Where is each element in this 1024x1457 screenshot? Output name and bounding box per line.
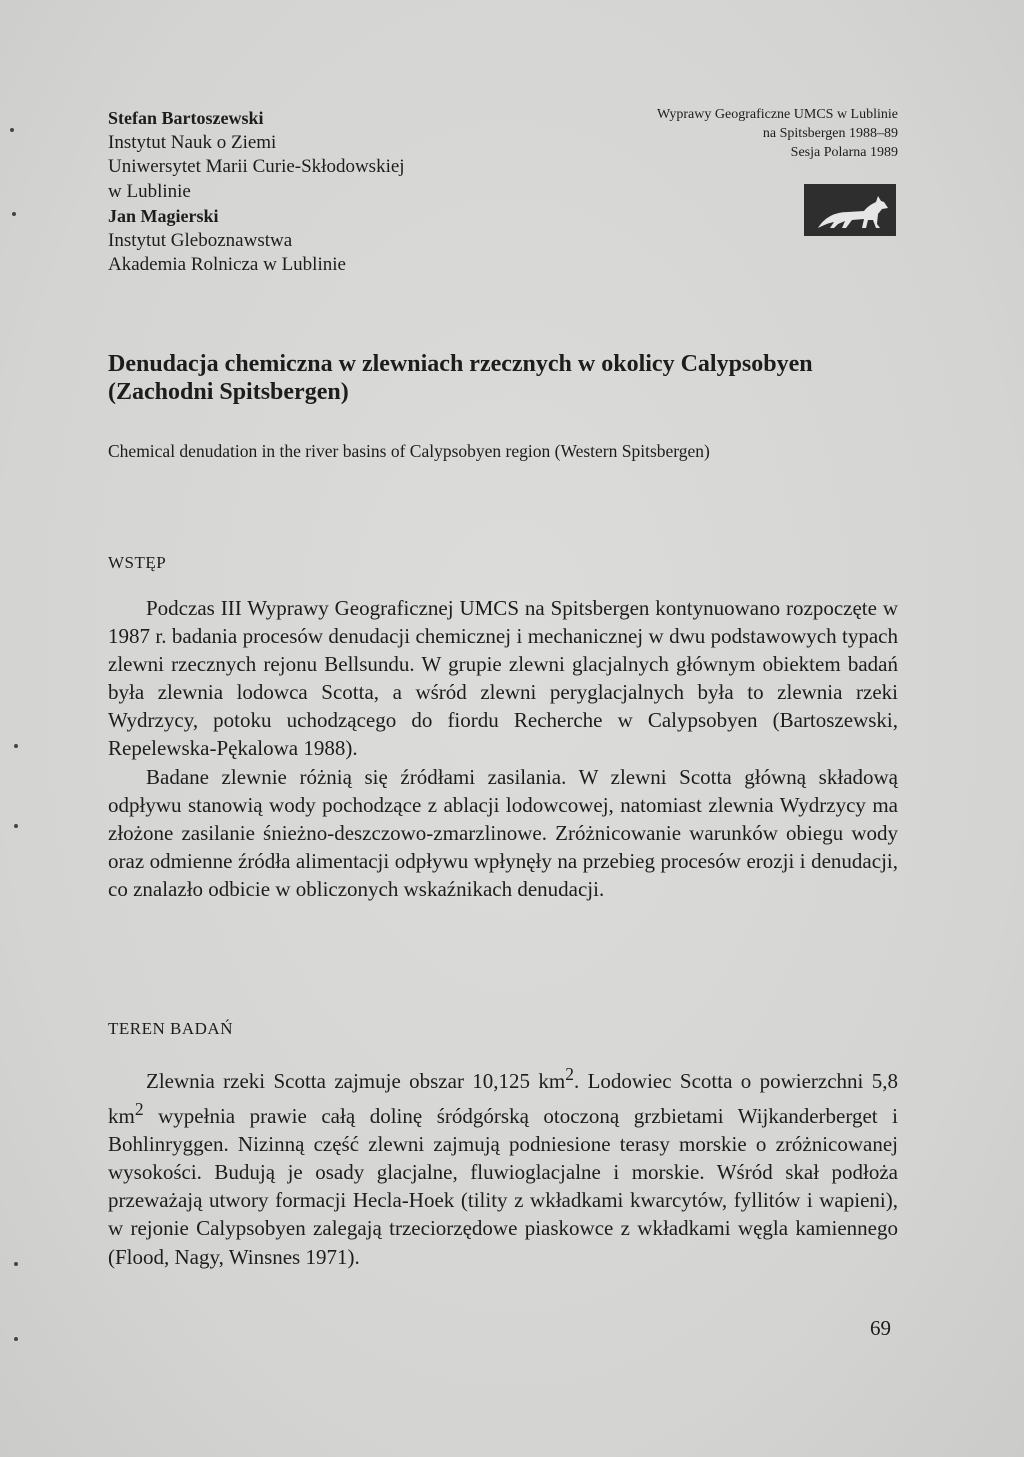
scan-speck	[12, 212, 16, 216]
series-line: na Spitsbergen 1988–89	[762, 126, 898, 141]
series-line: Wyprawy Geograficzne UMCS w Lublinie	[657, 107, 898, 122]
section-heading-intro: WSTĘP	[108, 553, 167, 572]
series-line: Sesja Polarna 1989	[790, 145, 898, 160]
section-study-area-body	[108, 1060, 898, 1271]
superscript: 2	[134, 1099, 144, 1120]
author2-affiliation-line: Akademia Rolnicza w Lublinie	[108, 254, 346, 275]
scan-speck	[14, 1262, 18, 1266]
author1-name: Stefan Bartoszewski	[108, 108, 264, 128]
page-number: 69	[870, 1316, 891, 1340]
article-subtitle-english: Chemical denudation in the river basins of Calypsobyen region (Western Spitsbergen)	[108, 441, 710, 461]
author2-name: Jan Magierski	[108, 206, 219, 226]
author2-affiliation-line: Instytut Gleboznawstwa	[108, 229, 293, 251]
series-info	[538, 105, 898, 162]
author1-affiliation-line: w Lublinie	[108, 180, 191, 202]
paragraph: Badane zlewnie różnią się źródłami zasilania. W zlewni Scotta główną składową odpływu stanowią wody pochodzące z ablacji lodowcowej, natomiast zlewnia Wydrzycy ma złożone zasilanie śnieżno-deszczowo-zmarzlinowe. Zróżnicowanie warunków obiegu wody oraz odmienne źródła alimentacji odpływu wpłynęły na przebieg procesów erozji i denudacji, co znalazło odbicie w obliczonych wskaźnikach denudacji.	[108, 764, 898, 901]
scan-speck	[10, 128, 14, 132]
paragraph	[108, 1060, 898, 1271]
author1-affiliation-line: Uniwersytet Marii Curie-Skłodowskiej	[108, 156, 405, 177]
author1-affiliation-line: Instytut Nauk o Ziemi	[108, 131, 277, 153]
paragraph-text: wypełnia prawie całą dolinę śródgórską otoczoną grzbietami Wijkanderberget i Bohlinryggen. Nizinną część zlewni zajmują podniesione terasy morskie o zróżnicowanej wysokości. Budują je osady glacjalne, fluwioglacjalne i morskie. Wśród skał podłoża przeważają utwory formacji Hecla-Hoek (tility z wkładkami kwarcytów, fyllitów i wapieni), w rejonie Calypsobyen zalegają trzeciorzędowe piaskowce z wkładkami węgla kamiennego (Flood, Nagy, Winsnes 1971).	[108, 1104, 898, 1269]
paragraph: Podczas III Wyprawy Geograficznej UMCS na Spitsbergen kontynuowano rozpoczęte w 1987 r. badania procesów denudacji chemicznej i mechanicznej w dwu podstawowych typach zlewni rzecznych rejonu Bellsundu. W grupie zlewni glacjalnych głównym obiektem badań była zlewnia lodowca Scotta, a wśród zlewni peryglacjalnych była to zlewnia rzeki Wydrzycy, potoku uchodzącego do fiordu Recherche w Calypsobyen (Bartoszewski, Repelewska-Pękalowa 1988).	[108, 596, 898, 761]
scan-speck	[14, 744, 18, 748]
superscript: 2	[565, 1064, 574, 1084]
article-title: Denudacja chemiczna w zlewniach rzecznych w okolicy Calypsobyen (Zachodni Spitsbergen)	[108, 351, 813, 405]
paragraph-text: . Lodowiec Scotta o powierzchni 5,8 km	[108, 1069, 898, 1129]
author-block	[108, 106, 468, 278]
paragraph-text: Zlewnia rzeki Scotta zajmuje obszar 10,125 km	[146, 1069, 566, 1093]
section-heading-study-area: TEREN BADAŃ	[108, 1019, 233, 1038]
section-intro-body	[108, 594, 898, 903]
scan-speck	[14, 1337, 18, 1341]
fox-icon	[804, 184, 896, 236]
scan-speck	[14, 824, 18, 828]
